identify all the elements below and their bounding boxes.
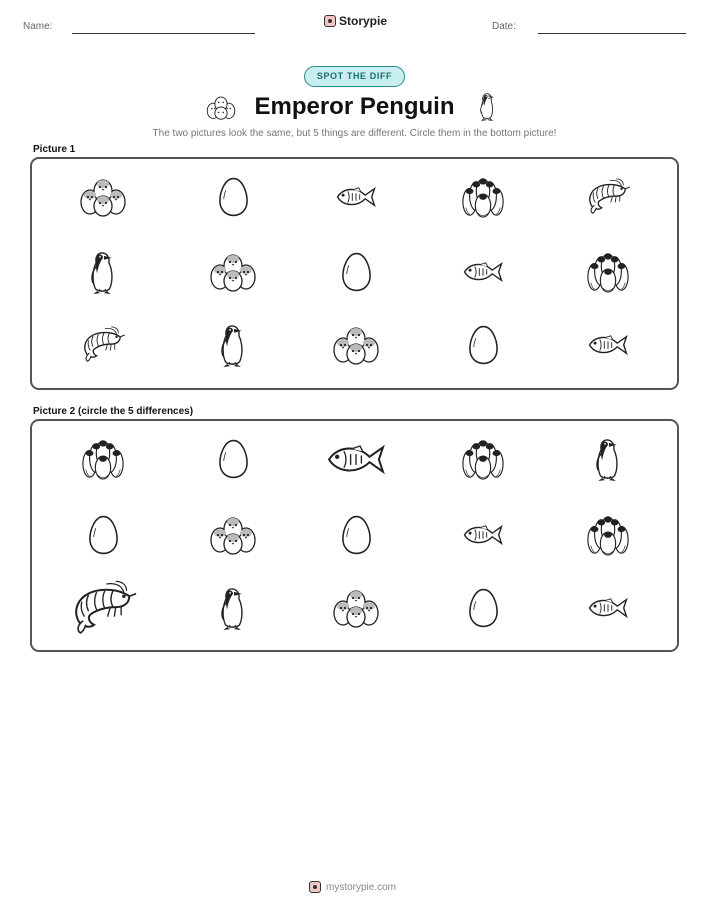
shrimp-icon <box>585 178 631 216</box>
date-label: Date: <box>492 21 516 32</box>
shrimp-icon[interactable] <box>69 580 138 637</box>
fish-icon <box>586 333 630 357</box>
penguin-icon <box>478 91 496 126</box>
penguin-chicks-icon[interactable] <box>209 514 257 556</box>
footer-url[interactable]: mystorypie.com <box>326 881 397 893</box>
penguin-icon <box>218 322 248 369</box>
page-title: Emperor Penguin <box>254 93 455 120</box>
penguin-icon <box>88 249 118 296</box>
penguin-chicks-icon <box>79 176 127 218</box>
penguin-chicks-icon <box>209 251 257 293</box>
egg-icon[interactable] <box>340 513 373 557</box>
fish-icon[interactable] <box>586 596 630 620</box>
penguin-huddle-icon[interactable] <box>585 513 631 557</box>
fish-icon[interactable] <box>461 523 505 547</box>
picture-1-label: Picture 1 <box>33 144 76 155</box>
egg-icon[interactable] <box>467 586 500 630</box>
name-field-line[interactable] <box>72 33 255 34</box>
penguin-icon[interactable] <box>218 585 248 632</box>
storypie-logo-icon <box>324 15 336 27</box>
footer <box>309 881 396 893</box>
egg-icon[interactable] <box>87 513 120 557</box>
picture-2-label: Picture 2 (circle the 5 differences) <box>33 406 194 417</box>
egg-icon <box>340 250 373 294</box>
name-label: Name: <box>23 21 53 32</box>
penguin-huddle-icon[interactable] <box>460 437 506 481</box>
storypie-footer-icon <box>309 881 321 893</box>
penguin-chicks-icon <box>332 324 380 366</box>
fish-icon <box>334 185 378 209</box>
logo-text: Storypie <box>339 14 388 28</box>
storypie-logo <box>324 14 387 28</box>
egg-icon[interactable] <box>217 437 250 481</box>
date-field-line[interactable] <box>538 33 686 34</box>
fish-icon[interactable] <box>324 442 388 477</box>
penguin-huddle-icon[interactable] <box>80 437 126 481</box>
penguin-huddle-icon <box>585 250 631 294</box>
egg-icon <box>467 323 500 367</box>
instructions-text: The two pictures look the same, but 5 things are different. Circle them in the bottom picture! <box>152 128 557 139</box>
shrimp-icon <box>80 326 126 364</box>
penguin-icon[interactable] <box>593 436 623 483</box>
fish-icon <box>461 260 505 284</box>
penguin-huddle-icon <box>460 175 506 219</box>
egg-icon <box>217 175 250 219</box>
penguin-chicks-icon[interactable] <box>332 587 380 629</box>
spot-the-diff-badge: SPOT THE DIFF <box>304 66 405 87</box>
